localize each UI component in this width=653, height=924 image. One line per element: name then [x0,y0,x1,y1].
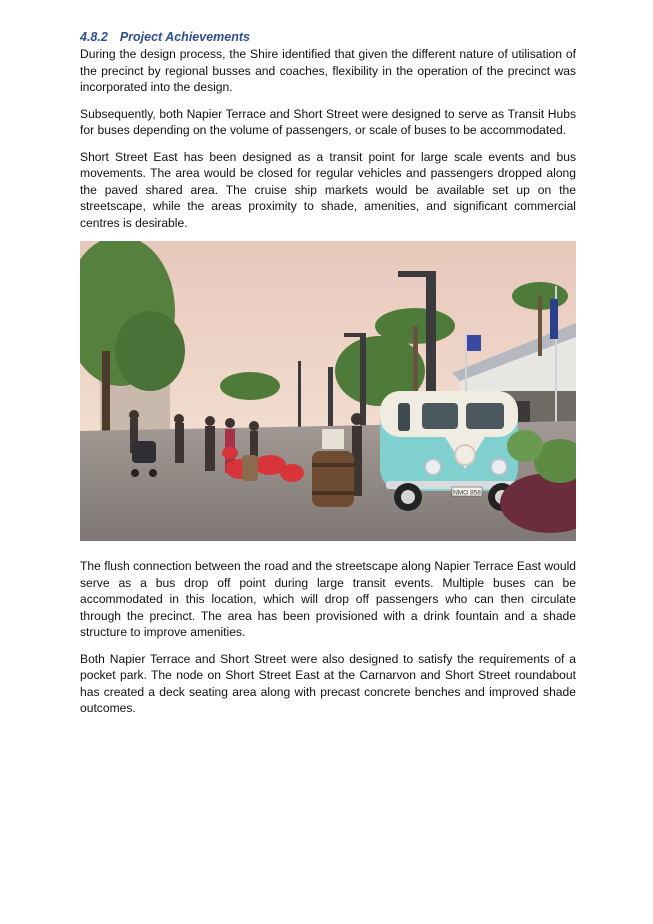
section-heading [80,28,576,47]
paragraph-pocket-park: Both Napier Terrace and Short Street were also designed to satisfy the requirements of a pocket park. The node on Short Street East at the Carnarvon and Short Street roundabout has created a deck seating area along with precast concrete benches and improved shade outcomes. [80,651,576,715]
paragraph-napier-terrace-east: The flush connection between the road and the streetscape along Napier Terrace East would serve as a bus drop off point during large transit events. Multiple buses can be accommodated in this location, which will drop off passengers who can then circulate through the precinct. The area has been provisioned with a drink fountain and a shade structure to improve amenities. [80,559,576,639]
streetscape-photo [80,241,576,541]
barrel [312,451,354,507]
van-number-plate: NMO 858 [453,489,481,497]
section-title: Project Achievements [119,30,250,44]
paragraph-short-street-east: Short Street East has been designed as a transit point for large scale events and bus movements. The area would be closed for regular vehicles and passengers dropped along the paved shared area. The cruise ship markets would be available set up on the streetscape, while the areas proximity to shade, amenities, and significant commercial centres is desirable. [80,149,576,230]
section-number: 4.8.2 [80,30,108,44]
document-page [80,28,576,727]
paragraph-design-process: During the design process, the Shire identified that given the different nature of utilisation of the precinct by regional busses and coaches, flexibility in the operation of the precinct was incorporated into the design. [80,47,576,94]
paragraph-transit-hubs: Subsequently, both Napier Terrace and Short Street were designed to serve as Transit Hubs for buses depending on the volume of passengers, or scale of buses to be accommodated. [80,106,576,137]
stroller [132,441,156,463]
